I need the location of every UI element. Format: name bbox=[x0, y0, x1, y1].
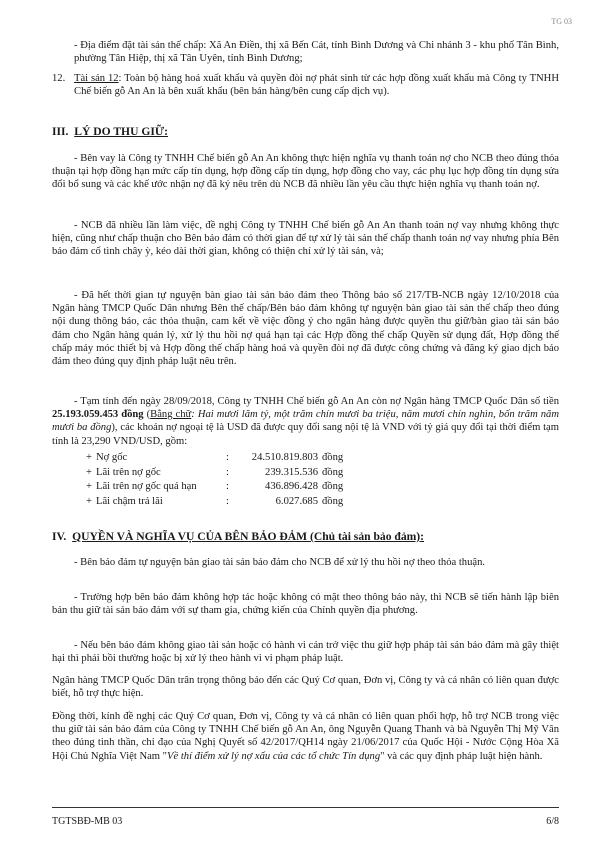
section-4-title: QUYỀN VÀ NGHĨA VỤ CỦA BÊN BẢO ĐẢM (Chủ tài sản bảo đảm): bbox=[72, 530, 425, 543]
bullet-location: - Địa điểm đặt tài sản thế chấp: Xã An Điền, thị xã Bến Cát, tỉnh Bình Dương và Chi nhánh 3 - khu phố Tân Bình, phường Tân Hiệp, thị xã Tân Uyên, tỉnh Bình Dương; bbox=[74, 40, 559, 65]
section-3-p4: - Tạm tính đến ngày 28/09/2018, Công ty TNHH Chế biến gỗ An An còn nợ Ngân hàng TMCP Quốc Dân số tiền 25.193.059.453 đồng (Bằng chữ: Hai mươi lăm tỷ, một trăm chín mươi ba triệu, năm mươi chín nghìn, bốn trăm năm mươi ba đồng), các khoản nợ ngoại tệ là USD đã được quy đổi sang nội tệ là VND với tỷ giá quy đổi tại thời điểm tạm tính là 23,290 VND/USD, gồm: bbox=[52, 396, 559, 447]
debt-breakdown-table bbox=[86, 451, 343, 509]
section-3-p1: - Bên vay là Công ty TNHH Chế biến gỗ An An không thực hiện nghĩa vụ thanh toán nợ cho NCB theo đúng thỏa thuận tại hợp đồng hạn mức cấp tín dụng, hợp đồng cấp tín dụng, hợp đồng cho vay, các phụ lục hợp đồng tín dụng sửa đổi bổ sung và các khế ước nhận nợ đã ký nêu trên dù NCB đã nhiều lần yêu cầu thực hiện nghĩa vụ thanh toán nợ. bbox=[52, 153, 559, 191]
table-row: + Lãi trên nợ gốc quá hạn : 436.896.428 đồng bbox=[86, 481, 344, 493]
section-3-p2: - NCB đã nhiều lần làm việc, đề nghị Công ty TNHH Chế biến gỗ An An thanh toán nợ vay nhưng không thực hiện, cũng như chấp thuận cho Bên bảo đảm có thời gian để tự xử lý tài sản thế chấp thanh toán nợ vay nhưng phía Bên bảo đảm cố tình chây ỳ, kéo dài thời gian, không có thiện chí xử lý tài sản, và; bbox=[52, 220, 559, 258]
section-4-p1: - Bên bảo đảm tự nguyện bàn giao tài sản bảo đảm cho NCB để xử lý thu hồi nợ theo thỏa thuận. bbox=[74, 557, 486, 568]
amount-in-words: : Hai mươi lăm tỷ, một trăm chín mươi ba triệu, năm mươi chín nghìn, bốn trăm năm mươi ba đồng bbox=[52, 409, 559, 434]
footer-divider bbox=[52, 807, 559, 808]
item-12-label: Tài sản 12 bbox=[74, 73, 119, 84]
item-12-number: 12. bbox=[52, 73, 66, 84]
section-4-p3: - Nếu bên bảo đảm không giao tài sản hoặc có hành vi cản trở việc thu giữ hợp pháp tài sản bảo đảm mà gây thiệt hại thì phải bồi thường hoặc bị xử lý theo hành vi vi phạm pháp luật. bbox=[52, 640, 559, 665]
section-4-p2: - Trường hợp bên bảo đảm không hợp tác hoặc không có mặt theo thông báo này, thì NCB sẽ tiến hành lập biên bản thu giữ tài sản bảo đảm với sự tham gia, chứng kiến của Chính quyền địa phương. bbox=[52, 592, 559, 617]
section-4-heading: IV. QUYỀN VÀ NGHĨA VỤ CỦA BÊN BẢO ĐẢM (Chủ tài sản bảo đảm): bbox=[52, 530, 425, 543]
item-12 bbox=[52, 72, 559, 98]
section-3-heading: III. LÝ DO THU GIỮ: bbox=[52, 125, 168, 138]
table-row: + Nợ gốc : 24.510.819.803 đồng bbox=[86, 452, 344, 463]
page-number: 6/8 bbox=[546, 816, 559, 827]
table-row: + Lãi trên nợ gốc : 239.315.536 đồng bbox=[86, 466, 344, 478]
total-amount: 25.193.059.453 đồng bbox=[52, 409, 144, 421]
table-row: + Lãi chậm trả lãi : 6.027.685 đồng bbox=[86, 495, 344, 507]
footer-code: TGTSBĐ-MB 03 bbox=[52, 816, 123, 827]
item-12-text: : Toàn bộ hàng hoá xuất khẩu và quyền đòi nợ phát sinh từ các hợp đồng xuất khẩu mà Công ty TNHH Chế biến gỗ An An là bên xuất khẩu (bên bán hàng/bên cung cấp dịch vụ). bbox=[74, 73, 559, 98]
section-3-p3: - Đã hết thời gian tự nguyện bàn giao tài sản bảo đảm theo Thông báo số 217/TB-NCB ngày 12/10/2018 của Ngân hàng TMCP Quốc Dân nhưng Bên thế chấp/Bên bảo đảm không tự nguyện bàn giao tài sản thế chấp theo đúng nội dung thông báo, các thỏa thuận, cam kết về việc đồng ý cho ngân hàng được quyền thu giữ/bàn giao tài sản bảo đảm cho Ngân hàng quản lý, xử lý thu hồi nợ quá hạn tại các Hợp đồng thế chấp Quyền sử dụng đất, Hợp đồng thế chấp máy móc thiết bị và Hợp đồng thế chấp hàng hoá và quyền đòi nợ đã được công chứng và đăng ký giao dịch bảo đảm theo đúng quy định pháp luật nêu trên. bbox=[52, 290, 559, 368]
section-4-p5: Ngân hàng TMCP Quốc Dân trân trọng thông báo đến các Quý Cơ quan, Đơn vị, Công ty và cá nhân có liên quan được biết, hỗ trợ thực hiện. bbox=[52, 675, 559, 700]
page-corner-mark: TG 03 bbox=[551, 17, 572, 26]
section-3-title: LÝ DO THU GIỮ: bbox=[74, 125, 168, 138]
section-4-p6: Đồng thời, kính đề nghị các Quý Cơ quan, Đơn vị, Công ty và cá nhân có liên quan phối hợp, hỗ trợ NCB trong việc thu giữ tài sản bảo đảm của Công ty TNHH Chế biến gỗ An An, ông Nguyễn Quang Thanh và bà Nguyễn Thị Mỹ Vân theo đúng tinh thần, chỉ đạo của Nghị Quyết số 42/2017/QH14 ngày 21/06/2017 của Quốc Hội - Nước Cộng Hòa Xã Hội Chủ Nghĩa Việt Nam "Về thí điểm xử lý nợ xấu của các tổ chức Tín dụng" và các quy định pháp luật hiện hành. bbox=[52, 711, 559, 762]
